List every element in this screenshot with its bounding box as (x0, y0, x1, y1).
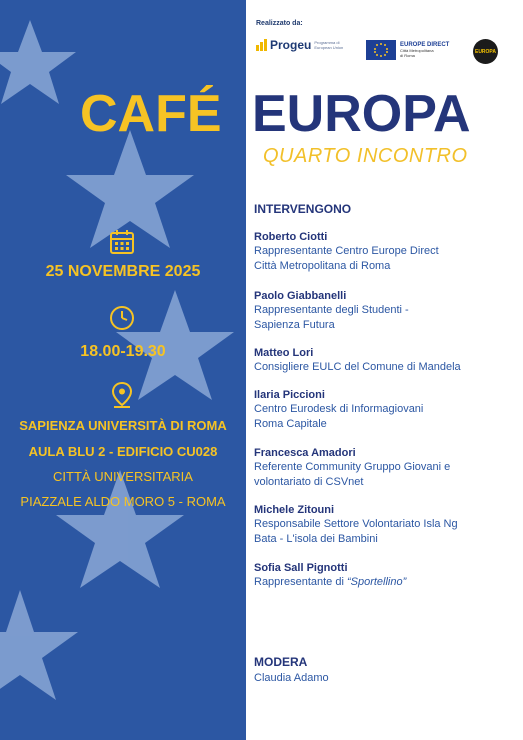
speaker-role: Città Metropolitana di Roma (254, 260, 391, 272)
circle-logo (473, 39, 498, 64)
event-date: 25 NOVEMBRE 2025 (45, 263, 201, 280)
moderator-name: Claudia Adamo (254, 672, 329, 684)
subtitle: QUARTO INCONTRO (263, 145, 468, 167)
europe-direct-title: EUROPE DIRECT (400, 42, 450, 48)
speaker-item (254, 446, 516, 490)
speaker-item (254, 346, 516, 375)
speaker-item (254, 289, 516, 333)
speaker-role: Responsabile Settore Volontariato Isla Ng (254, 518, 458, 530)
star-decoration (56, 470, 184, 588)
progeu-sub: Programma di European Union (314, 40, 344, 50)
progeu-logo (256, 38, 354, 52)
progeu-name: Progeu (270, 38, 312, 52)
speaker-role-italic: “Sportellino” (346, 576, 407, 588)
title-cafe: CAFÉ (80, 85, 222, 143)
europe-direct-sub2: di Roma (400, 53, 415, 58)
progeu-bars-icon (256, 39, 267, 51)
speaker-role: Rappresentante degli Studenti - (254, 304, 409, 316)
eu-flag-icon (366, 40, 396, 60)
speaker-role-prefix: Rappresentante di (254, 576, 347, 588)
speaker-item (254, 561, 516, 590)
speaker-name: Sofia Sall Pignotti (254, 562, 348, 574)
calendar-icon (109, 229, 135, 255)
location-line-4: PIAZZALE ALDO MORO 5 - ROMA (20, 494, 226, 509)
speaker-role: Centro Eurodesk di Informagiovani (254, 403, 424, 415)
speaker-name: Francesca Amadori (254, 447, 356, 459)
location-line-1: SAPIENZA UNIVERSITÀ DI ROMA (19, 418, 227, 433)
event-time: 18.00-19.30 (80, 343, 166, 360)
speaker-role: Sapienza Futura (254, 319, 335, 331)
clock-icon (109, 305, 135, 331)
speaker-name: Paolo Giabbanelli (254, 290, 347, 302)
star-decoration (0, 20, 76, 104)
speaker-name: Michele Zitouni (254, 504, 335, 516)
moderator-heading: MODERA (254, 655, 308, 669)
speaker-role: volontariato di CSVnet (254, 476, 364, 488)
star-decoration (0, 590, 78, 700)
speaker-name: Matteo Lori (254, 347, 314, 359)
speaker-name: Ilaria Piccioni (254, 389, 325, 401)
circle-logo-text: EUROPA (474, 48, 497, 55)
speaker-role (254, 575, 516, 590)
speaker-item (254, 388, 516, 432)
speaker-role: Referente Community Gruppo Giovani e (254, 461, 451, 473)
location-pin-icon (110, 381, 134, 409)
europe-direct-sub1: Città Metropolitana (400, 48, 434, 53)
speaker-role: Consigliere EULC del Comune di Mandela (254, 361, 461, 373)
speaker-name: Roberto Ciotti (254, 231, 328, 243)
title-europa: EUROPA (252, 85, 471, 143)
location-line-2: AULA BLU 2 - EDIFICIO CU028 (28, 444, 218, 459)
speaker-role: Rappresentante Centro Europe Direct (254, 245, 439, 257)
realizzato-label: Realizzato da: (256, 20, 303, 27)
europe-direct-logo (366, 40, 449, 60)
speakers-heading: INTERVENGONO (254, 202, 352, 216)
location-line-3: CITTÀ UNIVERSITARIA (53, 469, 193, 484)
speaker-role: Roma Capitale (254, 418, 327, 430)
speaker-item (254, 503, 516, 547)
speaker-item (254, 230, 516, 274)
speaker-role: Bata - L'isola dei Bambini (254, 533, 378, 545)
